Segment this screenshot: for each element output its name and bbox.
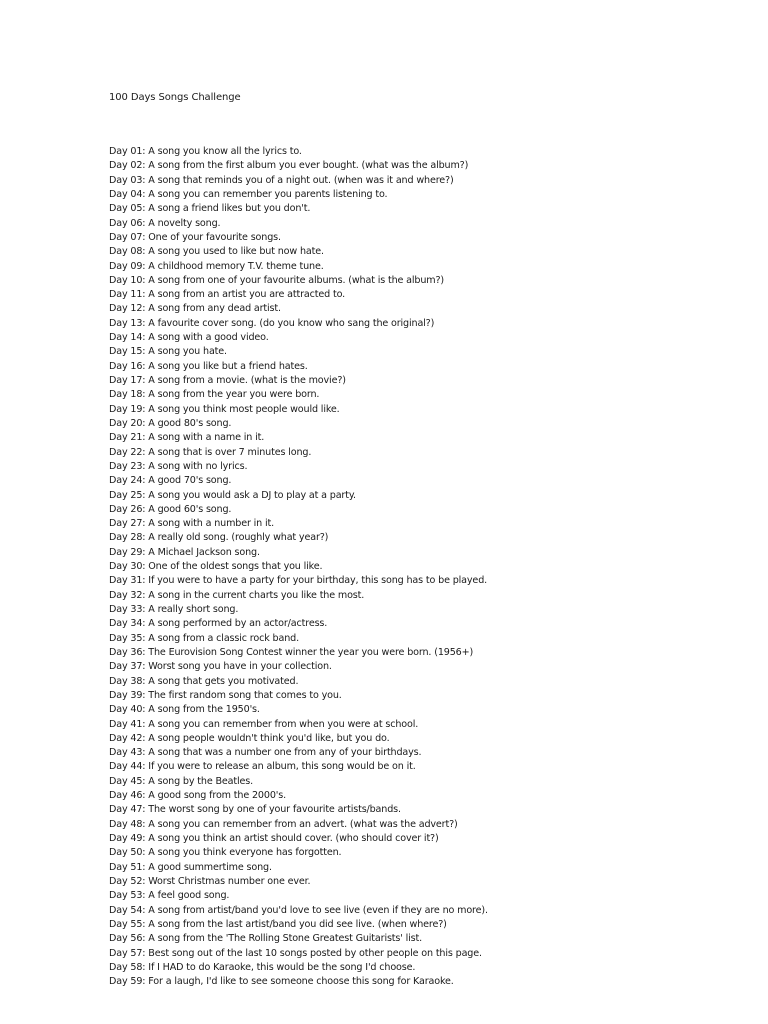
- challenge-line: Day 21: A song with a name in it.: [109, 432, 265, 444]
- challenge-line: Day 45: A song by the Beatles.: [109, 775, 254, 787]
- challenge-line: Day 53: A feel good song.: [109, 890, 230, 902]
- challenge-line: Day 20: A good 80's song.: [109, 417, 232, 429]
- challenge-line: Day 57: Best song out of the last 10 songs posted by other people on this page.: [109, 947, 482, 959]
- challenge-line: Day 46: A good song from the 2000's.: [109, 790, 287, 802]
- challenge-line: Day 23: A song with no lyrics.: [109, 460, 248, 472]
- challenge-line: Day 26: A good 60's song.: [109, 503, 232, 515]
- challenge-line: Day 10: A song from one of your favourite albums. (what is the album?): [109, 274, 445, 286]
- challenge-line: Day 13: A favourite cover song. (do you know who sang the original?): [109, 317, 435, 329]
- challenge-line: Day 12: A song from any dead artist.: [109, 303, 281, 315]
- challenge-line: Day 44: If you were to release an album, this song would be on it.: [109, 761, 416, 773]
- challenge-line: Day 32: A song in the current charts you like the most.: [109, 589, 365, 601]
- challenge-line: Day 04: A song you can remember you parents listening to.: [109, 188, 388, 200]
- challenge-list: [109, 145, 488, 989]
- challenge-line: Day 56: A song from the 'The Rolling Stone Greatest Guitarists' list.: [109, 933, 423, 945]
- challenge-line: Day 59: For a laugh, I'd like to see someone choose this song for Karaoke.: [109, 976, 454, 988]
- challenge-line: Day 01: A song you know all the lyrics to.: [109, 146, 302, 157]
- challenge-line: Day 02: A song from the first album you ever bought. (what was the album?): [109, 160, 469, 172]
- challenge-line: Day 55: A song from the last artist/band you did see live. (when where?): [109, 918, 447, 930]
- challenge-line: Day 50: A song you think everyone has forgotten.: [109, 847, 342, 859]
- challenge-line: Day 03: A song that reminds you of a night out. (when was it and where?): [109, 174, 454, 186]
- challenge-line: Day 11: A song from an artist you are attracted to.: [109, 289, 346, 301]
- challenge-line: Day 24: A good 70's song.: [109, 475, 232, 487]
- challenge-line: Day 42: A song people wouldn't think you'd like, but you do.: [109, 732, 390, 744]
- challenge-line: Day 33: A really short song.: [109, 604, 239, 615]
- challenge-line: Day 31: If you were to have a party for your birthday, this song has to be played.: [109, 575, 488, 587]
- challenge-line: Day 48: A song you can remember from an advert. (what was the advert?): [109, 818, 458, 830]
- challenge-line: Day 19: A song you think most people would like.: [109, 403, 340, 415]
- challenge-line: Day 43: A song that was a number one from any of your birthdays.: [109, 747, 422, 759]
- challenge-line: Day 06: A novelty song.: [109, 217, 221, 229]
- challenge-line: Day 37: Worst song you have in your collection.: [109, 661, 332, 673]
- challenge-line: Day 18: A song from the year you were born.: [109, 389, 320, 401]
- challenge-line: Day 36: The Eurovision Song Contest winner the year you were born. (1956+): [109, 646, 474, 658]
- challenge-line: Day 09: A childhood memory T.V. theme tune.: [109, 260, 324, 272]
- challenge-line: Day 58: If I HAD to do Karaoke, this would be the song I'd choose.: [109, 961, 416, 973]
- challenge-line: Day 17: A song from a movie. (what is the movie?): [109, 375, 346, 386]
- challenge-line: Day 39: The first random song that comes to you.: [109, 689, 342, 701]
- document-title: 100 Days Songs Challenge: [109, 92, 241, 103]
- challenge-line: Day 49: A song you think an artist should cover. (who should cover it?): [109, 833, 439, 844]
- challenge-line: Day 41: A song you can remember from when you were at school.: [109, 718, 419, 730]
- challenge-line: Day 25: A song you would ask a DJ to play at a party.: [109, 489, 356, 501]
- challenge-line: Day 22: A song that is over 7 minutes long.: [109, 446, 312, 458]
- challenge-line: Day 52: Worst Christmas number one ever.: [109, 875, 311, 887]
- challenge-line: Day 14: A song with a good video.: [109, 332, 269, 344]
- challenge-line: Day 29: A Michael Jackson song.: [109, 546, 260, 558]
- challenge-line: Day 54: A song from artist/band you'd love to see live (even if they are no more).: [109, 904, 488, 916]
- challenge-line: Day 30: One of the oldest songs that you like.: [109, 561, 323, 573]
- challenge-line: Day 38: A song that gets you motivated.: [109, 675, 299, 687]
- challenge-line: Day 15: A song you hate.: [109, 346, 227, 358]
- challenge-line: Day 05: A song a friend likes but you don't.: [109, 203, 311, 215]
- challenge-line: Day 27: A song with a number in it.: [109, 518, 275, 530]
- challenge-line: Day 07: One of your favourite songs.: [109, 231, 281, 243]
- challenge-line: Day 40: A song from the 1950's.: [109, 704, 260, 716]
- challenge-line: Day 51: A good summertime song.: [109, 861, 272, 873]
- challenge-line: Day 08: A song you used to like but now hate.: [109, 246, 324, 258]
- challenge-line: Day 28: A really old song. (roughly what year?): [109, 532, 329, 544]
- challenge-line: Day 16: A song you like but a friend hates.: [109, 360, 308, 372]
- challenge-line: Day 47: The worst song by one of your favourite artists/bands.: [109, 804, 401, 816]
- challenge-line: Day 34: A song performed by an actor/actress.: [109, 618, 328, 630]
- challenge-line: Day 35: A song from a classic rock band.: [109, 632, 299, 644]
